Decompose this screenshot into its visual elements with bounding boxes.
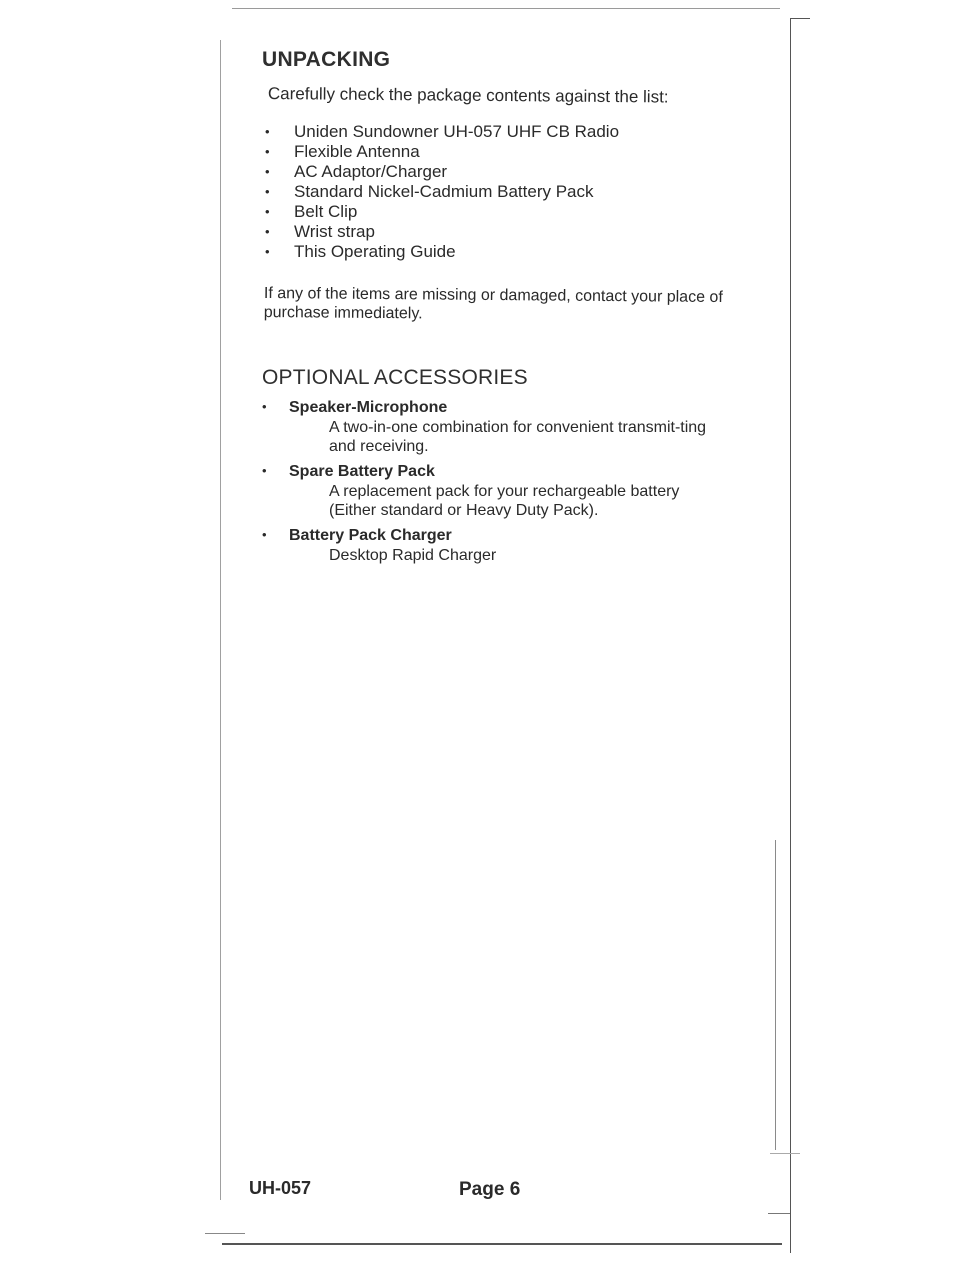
accessory-item	[262, 526, 742, 565]
unpacking-heading: UNPACKING	[262, 48, 391, 71]
page-edge-left	[220, 40, 221, 1200]
page-corner-tick-bottom-faint	[770, 1153, 800, 1154]
page-edge-top	[232, 8, 780, 9]
list-item: • Standard Nickel-Cadmium Battery Pack	[262, 182, 742, 202]
accessory-item	[262, 398, 742, 456]
package-contents-list	[262, 122, 742, 262]
list-item: • Uniden Sundowner UH-057 UHF CB Radio	[262, 122, 742, 142]
unpacking-section	[262, 48, 742, 322]
accessory-name: • Battery Pack Charger	[289, 527, 452, 544]
footer-model-number: UH-057	[249, 1178, 312, 1198]
page-edge-bottom	[222, 1243, 782, 1245]
accessories-heading: OPTIONAL ACCESSORIES	[262, 366, 528, 389]
list-item: • AC Adaptor/Charger	[262, 162, 742, 182]
accessory-name: • Spare Battery Pack	[289, 463, 435, 480]
accessories-list	[262, 398, 742, 565]
page-edge-bottom-tick	[205, 1233, 245, 1234]
accessory-name: • Speaker-Microphone	[289, 399, 448, 416]
page-edge-right-inner	[775, 840, 776, 1150]
accessory-description: Desktop Rapid Charger	[329, 547, 497, 564]
list-item: • Wrist strap	[262, 222, 742, 242]
list-item: • This Operating Guide	[262, 242, 742, 262]
list-item: • Flexible Antenna	[262, 142, 742, 162]
accessories-section	[262, 366, 742, 565]
accessory-description: A replacement pack for your rechargeable battery (Either standard or Heavy Duty Pack).	[329, 483, 680, 519]
page-edge-right	[790, 18, 791, 1253]
page-corner-tick-bottom	[768, 1213, 790, 1214]
page-content	[262, 48, 742, 571]
footer-page-number: Page 6	[459, 1179, 521, 1200]
list-item: • Belt Clip	[262, 202, 742, 222]
page-corner-tick-top	[790, 18, 810, 19]
accessory-item	[262, 462, 742, 520]
accessory-description: A two-in-one combination for convenient transmit-ting and receiving.	[329, 419, 707, 455]
missing-items-note: If any of the items are missing or damaged, contact your place of purchase immediately.	[263, 284, 723, 323]
unpacking-intro: Carefully check the package contents against the list:	[267, 84, 669, 107]
